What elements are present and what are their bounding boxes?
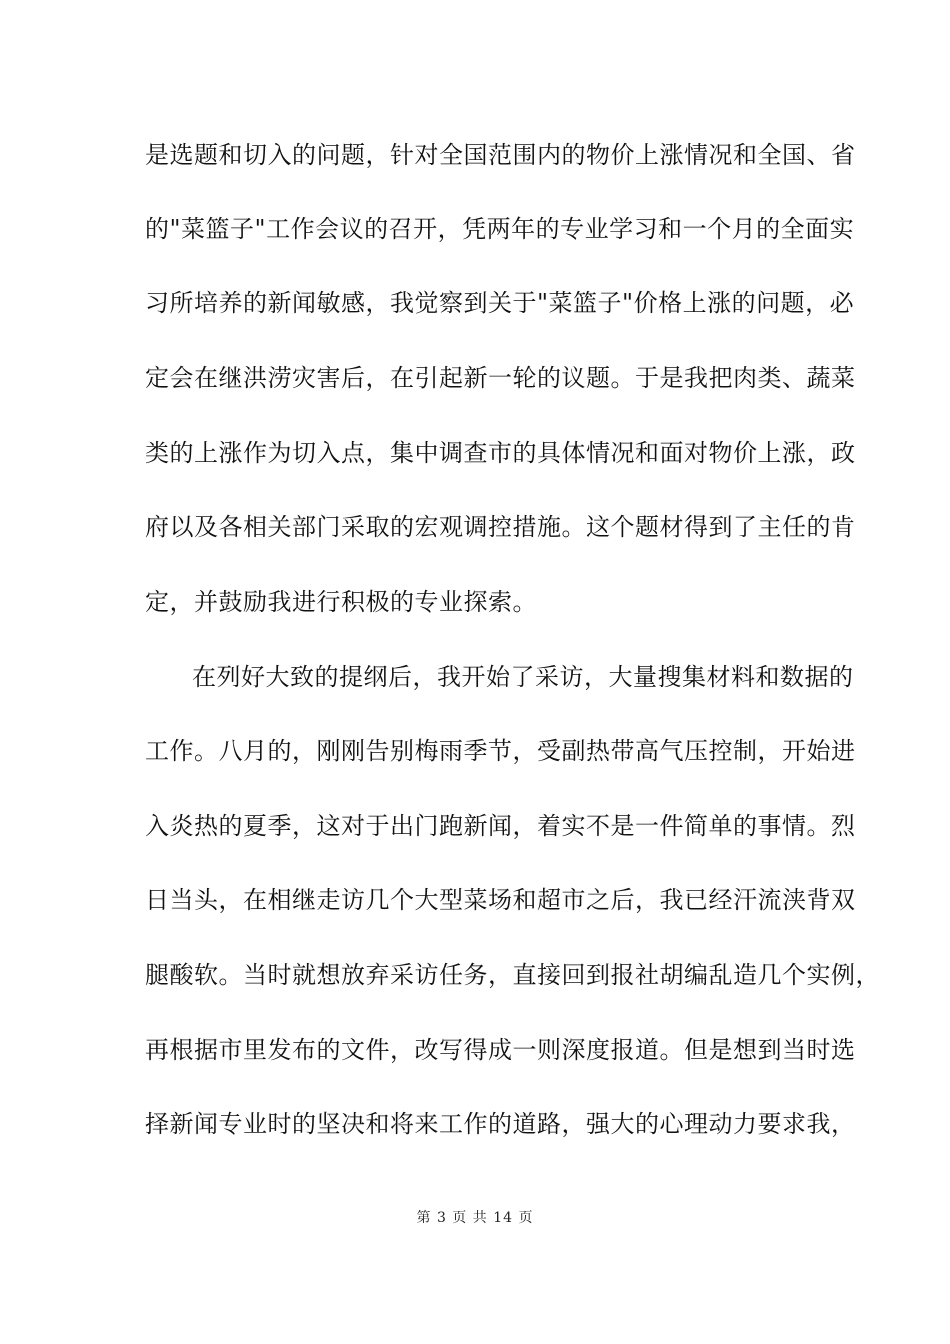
text-line: 类的上涨作为切入点，集中调查市的具体情况和面对物价上涨，政 bbox=[145, 439, 856, 467]
text-line: 在列好大致的提纲后，我开始了采访，大量搜集材料和数据的 bbox=[192, 663, 854, 691]
text-line: 定，并鼓励我进行积极的专业探索。 bbox=[145, 588, 537, 616]
text-line: 府以及各相关部门采取的宏观调控措施。这个题材得到了主任的肯 bbox=[145, 513, 856, 541]
page-number-footer: 第 3 页 共 14 页 bbox=[416, 1210, 534, 1226]
text-line: 习所培养的新闻敏感，我觉察到关于"菜篮子"价格上涨的问题，必 bbox=[145, 289, 855, 317]
text-line: 日当头，在相继走访几个大型菜场和超市之后，我已经汗流浃背双 bbox=[145, 886, 856, 914]
text-line: 腿酸软。当时就想放弃采访任务，直接回到报社胡编乱造几个实例， bbox=[145, 961, 880, 989]
text-line: 择新闻专业时的坚决和将来工作的道路，强大的心理动力要求我， bbox=[145, 1110, 856, 1138]
text-line: 入炎热的夏季，这对于出门跑新闻，着实不是一件简单的事情。烈 bbox=[145, 812, 856, 840]
text-line: 再根据市里发布的文件，改写得成一则深度报道。但是想到当时选 bbox=[145, 1036, 856, 1064]
text-line: 定会在继洪涝灾害后，在引起新一轮的议题。于是我把肉类、蔬菜 bbox=[145, 364, 856, 392]
text-line: 的"菜篮子"工作会议的召开，凭两年的专业学习和一个月的全面实 bbox=[145, 215, 855, 243]
text-line: 工作。八月的，刚刚告别梅雨季节，受副热带高气压控制，开始进 bbox=[145, 737, 856, 765]
text-line: 是选题和切入的问题，针对全国范围内的物价上涨情况和全国、省 bbox=[145, 141, 856, 169]
